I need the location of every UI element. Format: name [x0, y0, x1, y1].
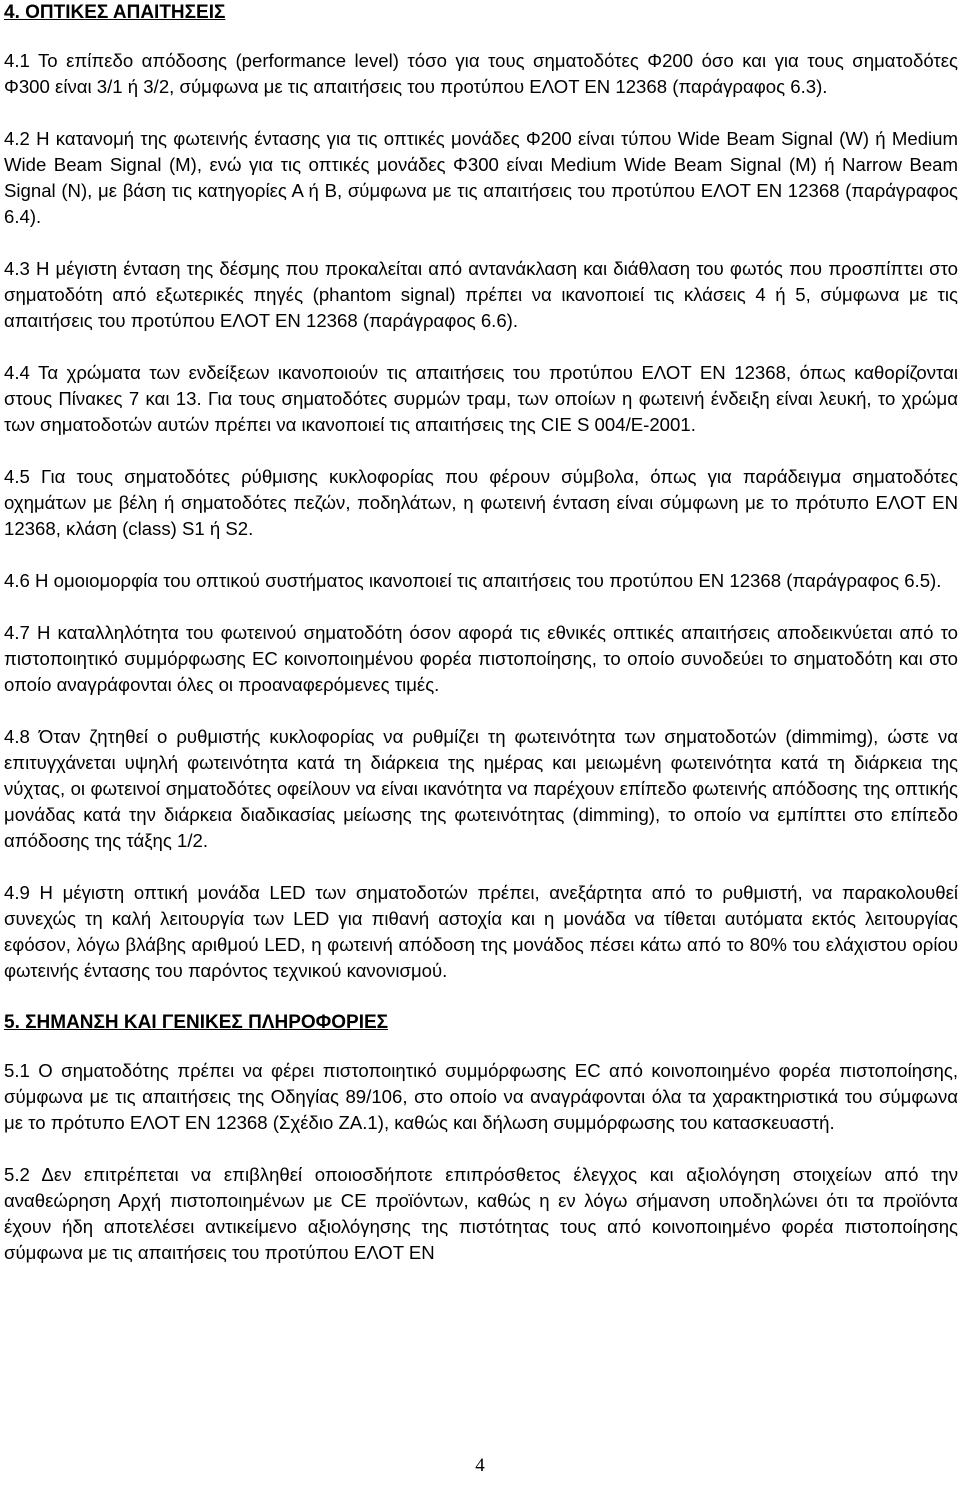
paragraph-4-6: 4.6 Η ομοιομορφία του οπτικού συστήματος ικανοποιεί τις απαιτήσεις του προτύπου ΕΝ 12368 (παράγραφος 6.5).: [4, 570, 942, 591]
spacer: [4, 26, 958, 48]
paragraph-4-7: 4.7 Η καταλληλότητα του φωτεινού σηματοδότη όσον αφορά τις εθνικές οπτικές απαιτήσεις αποδεικνύεται από το πιστοποιητικό συμμόρφωσης EC κοινοποιημένου φορέα πιστοποίησης, το οποίο συνοδεύει το σηματοδότη και στο οποίο αναγράφονται όλες οι προαναφερόμενες τιμές.: [4, 622, 958, 695]
spacer: [4, 854, 958, 880]
spacer: [4, 230, 958, 256]
spacer: [4, 542, 958, 568]
paragraph-4-8: 4.8 Όταν ζητηθεί ο ρυθμιστής κυκλοφορίας να ρυθμίζει τη φωτεινότητα των σηματοδοτών (dimmimg), ώστε να επιτυγχάνεται υψηλή φωτεινότητα κατά τη διάρκεια της ημέρας και μειωμένη φωτεινότητα κατά τη διάρκεια της νύχτας, οι φωτεινοί σηματοδότες οφείλουν να είναι ικανότητα να παρέχουν επίπεδο φωτεινής απόδοσης της οπτικής μονάδας κατά την διάρκεια διαδικασίας μείωσης της φωτεινότητας (dimming), το οποίο να εμπίπτει στο επίπεδο απόδοσης της τάξης 1/2.: [4, 726, 958, 851]
paragraph-4-9: 4.9 Η μέγιστη οπτική μονάδα LED των σηματοδοτών πρέπει, ανεξάρτητα από το ρυθμιστή, να παρακολουθεί συνεχώς τη καλή λειτουργία των LED για πιθανή αστοχία και η μονάδα να τίθεται αυτόματα εκτός λειτουργίας εφόσον, λόγω βλάβης αριθμού LED, η φωτεινή απόδοση της μονάδος πέσει κάτω από το 80% του ελάχιστου ορίου φωτεινής έντασης του παρόντος τεχνικού κανονισμού.: [4, 882, 958, 981]
spacer: [4, 1136, 958, 1162]
paragraph-4-2: 4.2 Η κατανομή της φωτεινής έντασης για τις οπτικές μονάδες Φ200 είναι τύπου Wide Beam Signal (W) ή Medium Wide Beam Signal (M), ενώ για τις οπτικές μονάδες Φ300 είναι Medium Wide Beam Signal (M) ή Narrow Beam Signal (N), με βάση τις κατηγορίες Α ή Β, σύμφωνα με τις απαιτήσεις του προτύπου ΕΛΟΤ ΕΝ 12368 (παράγραφος 6.4).: [4, 128, 958, 227]
spacer: [4, 1036, 958, 1058]
paragraph-4-1: 4.1 Το επίπεδο απόδοσης (performance level) τόσο για τους σηματοδότες Φ200 όσο και για τους σηματοδότες Φ300 είναι 3/1 ή 3/2, σύμφωνα με τις απαιτήσεις του προτύπου ΕΛΟΤ ΕΝ 12368 (παράγραφος 6.3).: [4, 50, 958, 97]
spacer: [4, 594, 958, 620]
paragraph-5-1: 5.1 Ο σηματοδότης πρέπει να φέρει πιστοποιητικό συμμόρφωσης EC από κοινοποιημένο φορέα πιστοποίησης, σύμφωνα με τις απαιτήσεις της Οδηγίας 89/106, στο οποίο να αναγράφονται όλα τα χαρακτηριστικά του σύμφωνα με το πρότυπο ΕΛΟΤ ΕΝ 12368 (Σχέδιο ΖΑ.1), καθώς και δήλωση συμμόρφωσης του κατασκευαστή.: [4, 1060, 958, 1133]
spacer: [4, 698, 958, 724]
spacer: [4, 984, 958, 1010]
paragraph-4-3: 4.3 Η μέγιστη ένταση της δέσμης που προκαλείται από αντανάκλαση και διάθλαση του φωτός που προσπίπτει στο σηματοδότη από εξωτερικές πηγές (phantom signal) πρέπει να ικανοποιεί τις κλάσεις 4 ή 5, σύμφωνα με τις απαιτήσεις του προτύπου ΕΛΟΤ ΕΝ 12368 (παράγραφος 6.6).: [4, 258, 958, 331]
spacer: [4, 334, 958, 360]
spacer: [4, 438, 958, 464]
paragraph-5-2: 5.2 Δεν επιτρέπεται να επιβληθεί οποιοσδήποτε επιπρόσθετος έλεγχος και αξιολόγηση στοιχείων από την αναθεώρηση Αρχή πιστοποιημένων με CE προϊόντων, καθώς η εν λόγω σήμανση υποδηλώνει ότι τα προϊόντα έχουν ήδη αποτελέσει αντικείμενο αξιολόγησης της πιστότητας τους από κοινοποιημένο φορέα πιστοποίησης σύμφωνα με τις απαιτήσεις του προτύπου ΕΛΟΤ ΕΝ: [4, 1164, 958, 1263]
section-4-heading: 4. ΟΠΤΙΚΕΣ ΑΠΑΙΤΗΣΕΙΣ: [4, 2, 226, 23]
section-5-heading: 5. ΣΗΜΑΝΣΗ ΚΑΙ ΓΕΝΙΚΕΣ ΠΛΗΡΟΦΟΡΙΕΣ: [4, 1012, 389, 1033]
paragraph-4-5: 4.5 Για τους σηματοδότες ρύθμισης κυκλοφορίας που φέρουν σύμβολα, όπως για παράδειγμα σηματοδότες οχημάτων με βέλη ή σηματοδότες πεζών, ποδηλάτων, η φωτεινή ένταση είναι σύμφωνη με το πρότυπο ΕΛΟΤ ΕΝ 12368, κλάση (class) S1 ή S2.: [4, 466, 958, 539]
page-number: 4: [475, 1455, 485, 1476]
paragraph-4-4: 4.4 Τα χρώματα των ενδείξεων ικανοποιούν τις απαιτήσεις του προτύπου ΕΛΟΤ ΕΝ 12368, όπως καθορίζονται στους Πίνακες 7 και 13. Για τους σηματοδότες συρμών τραμ, των οποίων η φωτεινή ένδειξη είναι λευκή, το χρώμα των σηματοδοτών αυτών πρέπει να ικανοποιεί τις απαιτήσεις της CIE S 004/E-2001.: [4, 362, 958, 435]
document-page: [4, 0, 958, 1266]
spacer: [4, 100, 958, 126]
